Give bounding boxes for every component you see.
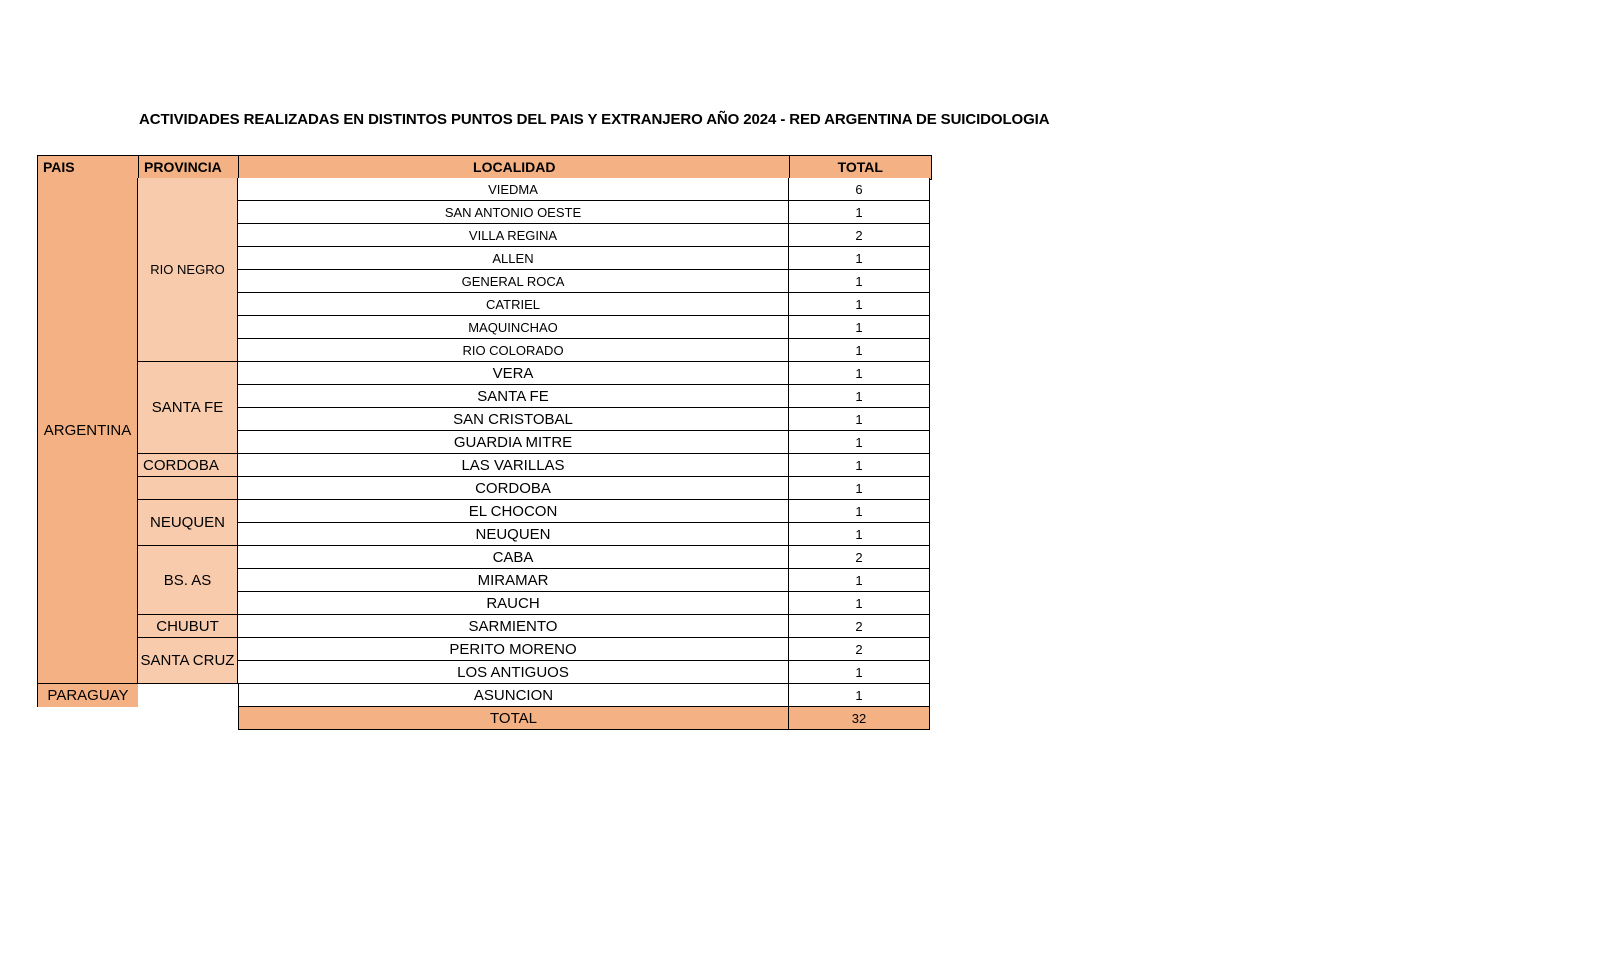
localidad-cell: VIEDMA xyxy=(238,178,789,201)
provincia-chubut: CHUBUT xyxy=(138,615,238,638)
localidad-cell: NEUQUEN xyxy=(238,523,789,546)
localidad-cell: CATRIEL xyxy=(238,293,789,316)
pais-argentina: ARGENTINA xyxy=(37,178,138,684)
total-cell: 6 xyxy=(789,178,930,201)
localidad-cell: ASUNCION xyxy=(238,684,789,707)
total-cell: 1 xyxy=(789,201,930,224)
total-cell: 2 xyxy=(789,638,930,661)
provincia-rio-negro: RIO NEGRO xyxy=(138,178,238,362)
localidad-cell: VILLA REGINA xyxy=(238,224,789,247)
localidad-cell: CORDOBA xyxy=(238,477,789,500)
page-title: ACTIVIDADES REALIZADAS EN DISTINTOS PUNTOS DEL PAIS Y EXTRANJERO AÑO 2024 - RED ARGENTINA DE SUICIDOLOGIA xyxy=(139,111,1050,128)
localidad-cell: GUARDIA MITRE xyxy=(238,431,789,454)
localidad-cell: ALLEN xyxy=(238,247,789,270)
localidad-cell: RIO COLORADO xyxy=(238,339,789,362)
localidad-cell: SANTA FE xyxy=(238,385,789,408)
provincia-bs-as: BS. AS xyxy=(138,546,238,615)
localidad-cell: SARMIENTO xyxy=(238,615,789,638)
header-total: TOTAL xyxy=(789,155,932,180)
total-cell: 1 xyxy=(789,293,930,316)
localidad-cell: LAS VARILLAS xyxy=(238,454,789,477)
localidad-cell: RAUCH xyxy=(238,592,789,615)
localidad-cell: GENERAL ROCA xyxy=(238,270,789,293)
localidad-cell: MAQUINCHAO xyxy=(238,316,789,339)
grand-total-value: 32 xyxy=(789,707,930,730)
total-cell: 1 xyxy=(789,362,930,385)
grand-total-label: TOTAL xyxy=(238,707,789,730)
total-cell: 2 xyxy=(789,224,930,247)
localidad-cell: SAN ANTONIO OESTE xyxy=(238,201,789,224)
total-cell: 1 xyxy=(789,316,930,339)
total-cell: 1 xyxy=(789,500,930,523)
total-cell: 1 xyxy=(789,661,930,684)
localidad-cell: VERA xyxy=(238,362,789,385)
header-provincia: PROVINCIA xyxy=(138,155,240,180)
localidad-cell: SAN CRISTOBAL xyxy=(238,408,789,431)
header-localidad: LOCALIDAD xyxy=(238,155,791,180)
total-cell: 2 xyxy=(789,546,930,569)
total-cell: 1 xyxy=(789,592,930,615)
total-cell: 1 xyxy=(789,385,930,408)
total-cell: 1 xyxy=(789,454,930,477)
header-pais: PAIS xyxy=(37,155,140,180)
localidad-cell: MIRAMAR xyxy=(238,569,789,592)
localidad-cell: PERITO MORENO xyxy=(238,638,789,661)
total-cell: 1 xyxy=(789,339,930,362)
total-cell: 1 xyxy=(789,684,930,707)
localidad-cell: EL CHOCON xyxy=(238,500,789,523)
provincia-neuquen: NEUQUEN xyxy=(138,500,238,546)
provincia-santa-fe: SANTA FE xyxy=(138,362,238,454)
total-cell: 1 xyxy=(789,431,930,454)
localidad-cell: LOS ANTIGUOS xyxy=(238,661,789,684)
total-cell: 1 xyxy=(789,477,930,500)
total-cell: 1 xyxy=(789,523,930,546)
localidad-cell: CABA xyxy=(238,546,789,569)
total-cell: 1 xyxy=(789,270,930,293)
provincia-santa-cruz: SANTA CRUZ xyxy=(138,638,238,684)
total-cell: 1 xyxy=(789,247,930,270)
activities-table xyxy=(37,155,930,730)
total-cell: 1 xyxy=(789,569,930,592)
total-cell: 1 xyxy=(789,408,930,431)
provincia-cordoba: CORDOBA xyxy=(138,454,238,477)
total-cell: 2 xyxy=(789,615,930,638)
provincia-empty xyxy=(138,477,238,500)
pais-paraguay: PARAGUAY xyxy=(37,684,138,707)
